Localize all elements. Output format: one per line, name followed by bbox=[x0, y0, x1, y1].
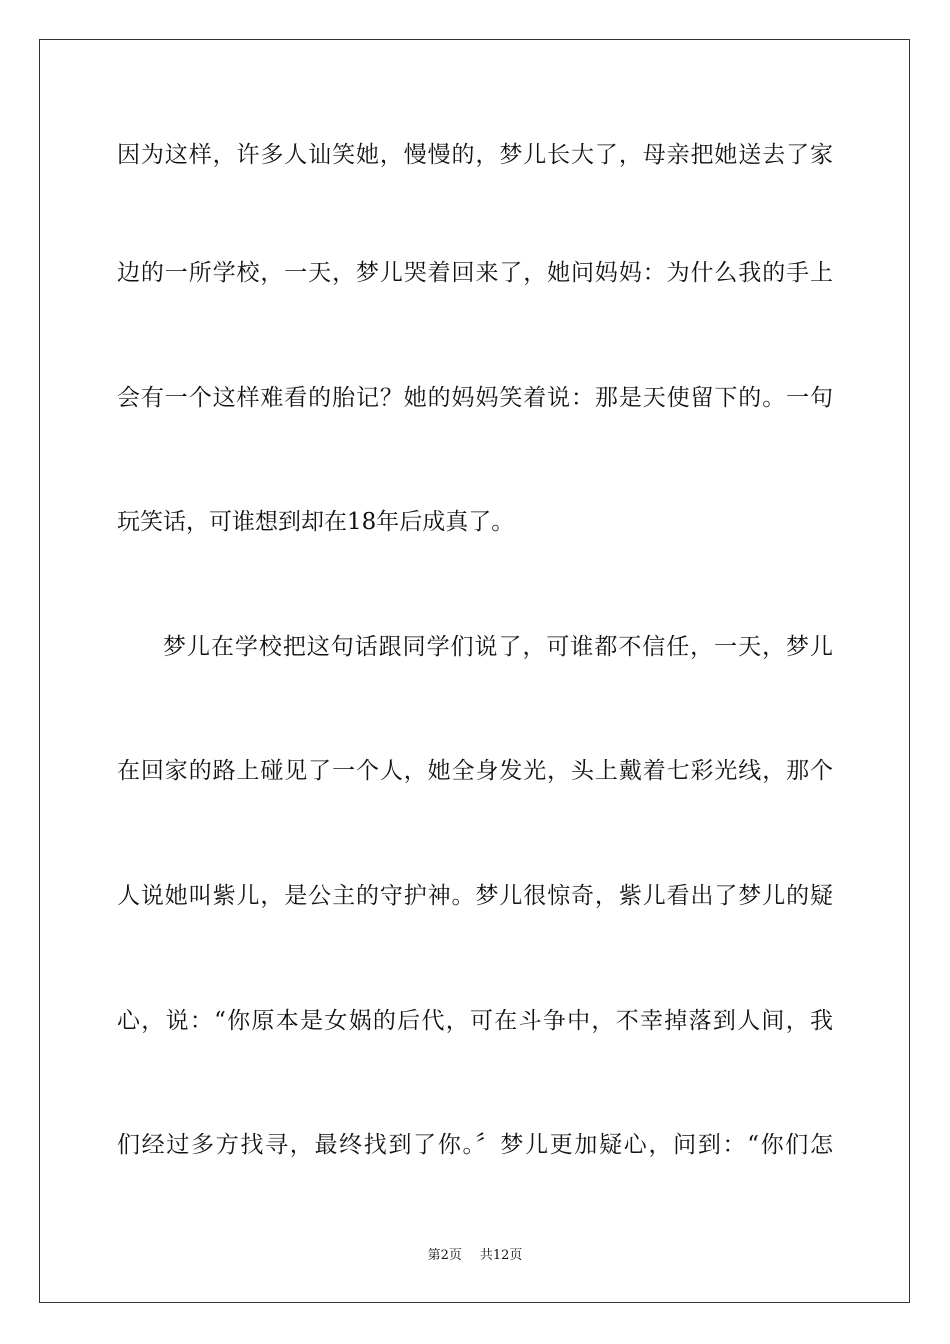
text-line-5: 梦儿在学校把这句话跟同学们说了，可谁都不信任，一天，梦儿 bbox=[163, 634, 833, 660]
text-line-2: 边的一所学校，一天，梦儿哭着回来了，她问妈妈：为什么我的手上 bbox=[117, 260, 833, 286]
page-total: 共12页 bbox=[479, 1248, 523, 1263]
page-border bbox=[39, 39, 910, 1303]
page-number: 第2页 bbox=[427, 1248, 462, 1263]
text-line-1: 因为这样，许多人讪笑她，慢慢的，梦儿长大了，母亲把她送去了家 bbox=[117, 142, 833, 168]
text-line-7: 人说她叫紫儿，是公主的守护神。梦儿很惊奇，紫儿看出了梦儿的疑 bbox=[117, 883, 833, 909]
text-line-4: 玩笑话，可谁想到却在18年后成真了。 bbox=[117, 509, 515, 535]
text-line-3: 会有一个这样难看的胎记？她的妈妈笑着说：那是天使留下的。一句 bbox=[117, 385, 833, 411]
text-line-8: 心，说：“你原本是女娲的后代，可在斗争中，不幸掉落到人间，我 bbox=[117, 1008, 833, 1034]
text-line-6: 在回家的路上碰见了一个人，她全身发光，头上戴着七彩光线，那个 bbox=[117, 758, 833, 784]
text-line-9: 们经过多方找寻，最终找到了你。〞梦儿更加疑心，问到：“你们怎 bbox=[117, 1132, 833, 1158]
page-footer bbox=[0, 1247, 950, 1265]
